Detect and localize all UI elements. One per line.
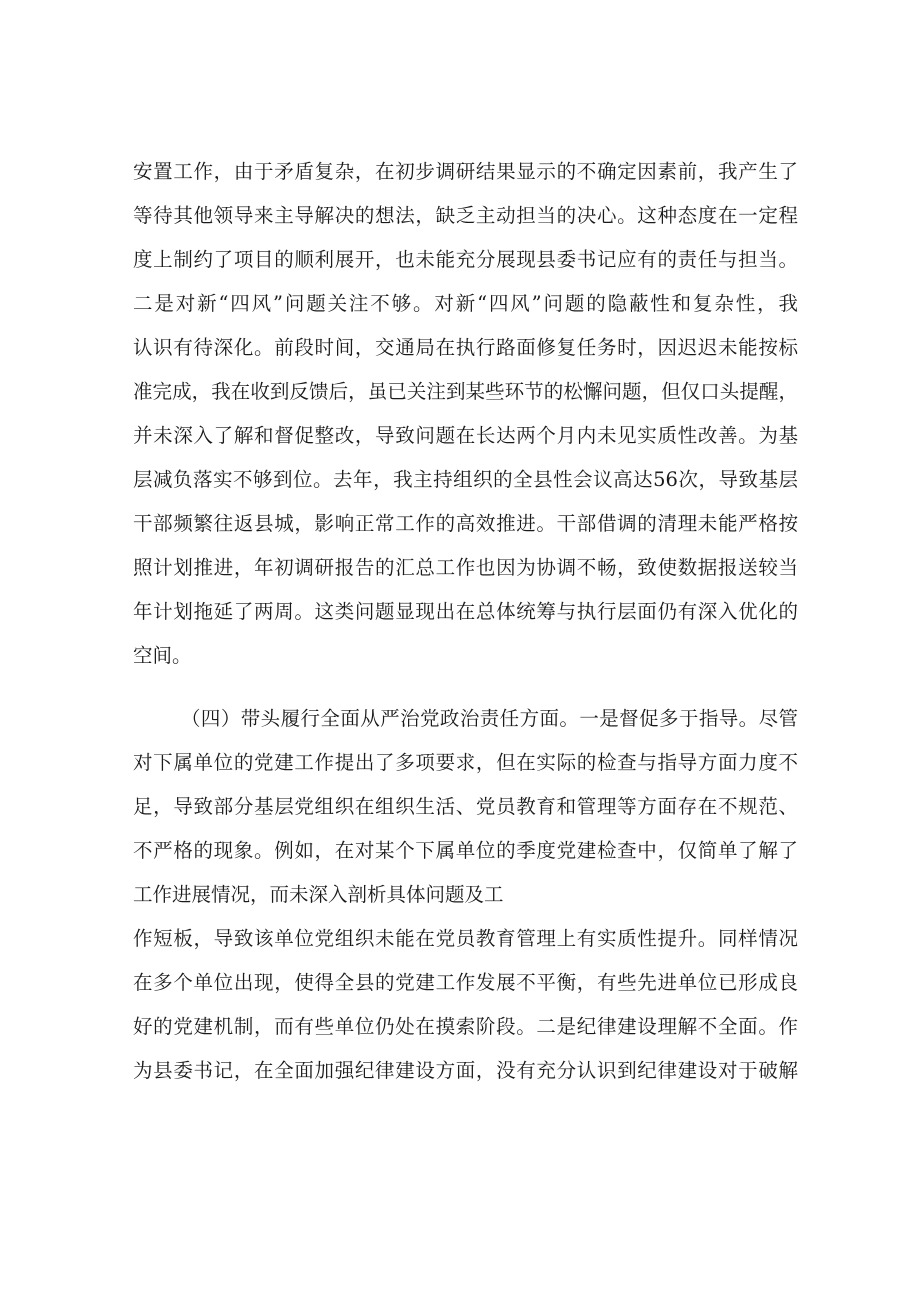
text-line: 层减负落实不够到位。去年，我主持组织的全县性会议高达56次，导致基层 bbox=[133, 468, 798, 491]
text-line: 度上制约了项目的顺利展开，也未能充分展现县委书记应有的责任与担当。 bbox=[133, 248, 798, 271]
text-line: 照计划推进，年初调研报告的汇总工作也因为协调不畅，致使数据报送较当 bbox=[133, 556, 798, 579]
text-line: 作短板，导致该单位党组织未能在党员教育管理上有实质性提升。同样情况 bbox=[133, 927, 798, 950]
paragraph-heading-line: （四）带头履行全面从严治党政治责任方面。一是督促多于指导。尽管 bbox=[181, 707, 798, 730]
text-line: 足，导致部分基层党组织在组织生活、党员教育和管理等方面存在不规范、 bbox=[133, 795, 798, 818]
text-line: 空间。 bbox=[133, 644, 192, 667]
text-line: 年计划拖延了两周。这类问题显现出在总体统筹与执行层面仍有深入优化的 bbox=[133, 600, 798, 623]
text-line: 二是对新“四风”问题关注不够。对新“四风”问题的隐蔽性和复杂性，我 bbox=[133, 292, 798, 315]
text-line: 并未深入了解和督促整改，导致问题在长达两个月内未见实质性改善。为基 bbox=[133, 424, 798, 447]
text-line: 不严格的现象。例如，在对某个下属单位的季度党建检查中，仅简单了解了 bbox=[133, 839, 798, 862]
text-line: 安置工作，由于矛盾复杂，在初步调研结果显示的不确定因素前，我产生了 bbox=[133, 160, 798, 183]
text-line: 工作进展情况，而未深入剖析具体问题及工 bbox=[133, 883, 504, 906]
text-line: 准完成，我在收到反馈后，虽已关注到某些环节的松懈问题，但仅口头提醒， bbox=[133, 380, 798, 403]
text-line: 对下属单位的党建工作提出了多项要求，但在实际的检查与指导方面力度不 bbox=[133, 751, 798, 774]
text-line: 在多个单位出现，使得全县的党建工作发展不平衡，有些先进单位已形成良 bbox=[133, 971, 798, 994]
text-line: 为县委书记，在全面加强纪律建设方面，没有充分认识到纪律建设对于破解 bbox=[133, 1059, 798, 1082]
text-line: 干部频繁往返县城，影响正常工作的高效推进。干部借调的清理未能严格按 bbox=[133, 512, 798, 535]
text-line: 认识有待深化。前段时间，交通局在执行路面修复任务时，因迟迟未能按标 bbox=[133, 336, 798, 359]
text-line: 好的党建机制，而有些单位仍处在摸索阶段。二是纪律建设理解不全面。作 bbox=[133, 1015, 798, 1038]
text-line: 等待其他领导来主导解决的想法，缺乏主动担当的决心。这种态度在一定程 bbox=[133, 204, 798, 227]
